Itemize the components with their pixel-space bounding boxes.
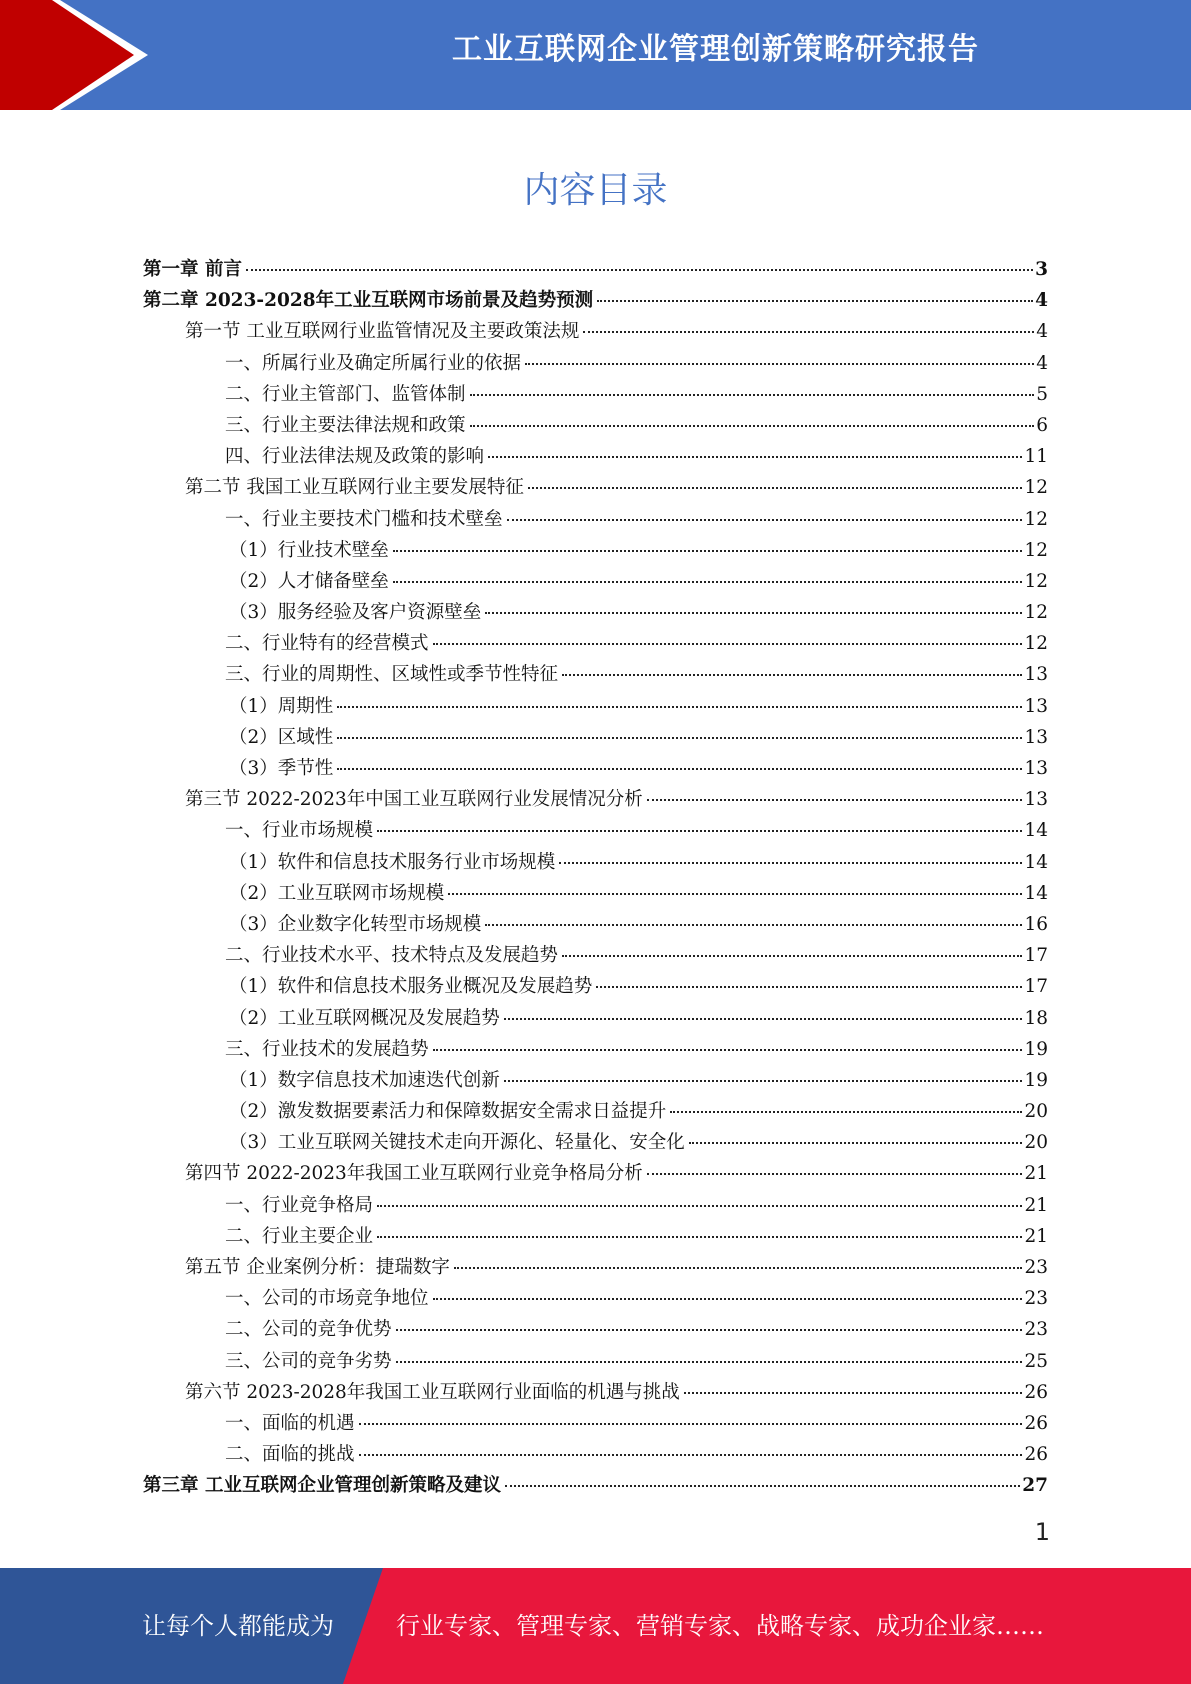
toc-entry[interactable] <box>143 878 1048 909</box>
toc-leader-dots <box>393 581 1023 583</box>
toc-entry[interactable] <box>143 1346 1048 1377</box>
toc-entry[interactable] <box>143 940 1048 971</box>
toc-entry[interactable] <box>143 410 1048 441</box>
toc-leader-dots <box>670 1111 1022 1113</box>
toc-entry[interactable] <box>143 691 1048 722</box>
toc-leader-dots <box>359 1454 1023 1456</box>
toc-entry[interactable] <box>143 1190 1048 1221</box>
toc-entry[interactable] <box>143 1127 1048 1158</box>
toc-entry-label: 二、行业特有的经营模式 <box>225 633 429 655</box>
toc-entry-page: 12 <box>1024 570 1048 592</box>
toc-entry-label: （1）软件和信息技术服务行业市场规模 <box>229 851 556 873</box>
toc-entry-page: 18 <box>1024 1007 1048 1029</box>
toc-entry-page: 26 <box>1024 1412 1048 1434</box>
toc-entry-label: 一、所属行业及确定所属行业的依据 <box>225 352 522 374</box>
toc-entry-label: 二、行业主要企业 <box>225 1225 374 1247</box>
toc-entry-page: 4 <box>1036 352 1048 374</box>
toc-leader-dots <box>562 955 1022 957</box>
toc-entry-label: （3）企业数字化转型市场规模 <box>229 913 482 935</box>
toc-entry[interactable] <box>143 348 1048 379</box>
toc-leader-dots <box>448 893 1022 895</box>
toc-entry-label: （1）软件和信息技术服务业概况及发展趋势 <box>229 976 593 998</box>
toc-entry-page: 13 <box>1024 789 1048 811</box>
toc-entry[interactable] <box>143 1439 1048 1470</box>
table-of-contents <box>143 254 1048 1502</box>
toc-entry-page: 13 <box>1024 758 1048 779</box>
toc-entry-page: 19 <box>1024 1038 1048 1060</box>
toc-entry[interactable] <box>143 1252 1048 1283</box>
toc-entry-page: 21 <box>1024 1194 1048 1216</box>
toc-entry[interactable] <box>143 784 1048 815</box>
toc-entry-label: （2）区域性 <box>229 726 334 748</box>
toc-leader-dots <box>505 1485 1020 1487</box>
toc-entry[interactable] <box>143 1283 1048 1314</box>
toc-entry-page: 27 <box>1022 1475 1048 1497</box>
toc-leader-dots <box>433 1298 1023 1300</box>
toc-leader-dots <box>562 674 1022 676</box>
toc-entry-page: 12 <box>1024 508 1048 530</box>
toc-leader-dots <box>596 986 1022 988</box>
toc-entry-page: 14 <box>1024 851 1048 873</box>
toc-entry-label: （2）工业互联网概况及发展趋势 <box>229 1007 500 1029</box>
toc-leader-dots <box>525 363 1034 365</box>
toc-entry-label: 第三节 2022-2023年中国工业互联网行业发展情况分析 <box>185 789 643 811</box>
toc-heading: 内容目录 <box>523 170 668 211</box>
toc-entry[interactable] <box>143 1377 1048 1408</box>
toc-entry-label: 三、行业技术的发展趋势 <box>225 1038 429 1060</box>
toc-entry-page: 4 <box>1035 290 1048 312</box>
toc-leader-dots <box>337 768 1022 770</box>
toc-leader-dots <box>488 456 1022 458</box>
toc-entry-page: 12 <box>1024 602 1048 624</box>
toc-entry-page: 23 <box>1024 1288 1048 1310</box>
toc-entry-page: 5 <box>1036 383 1048 405</box>
toc-leader-dots <box>337 737 1022 739</box>
toc-leader-dots <box>246 269 1033 271</box>
toc-entry-label: （1）行业技术壁垒 <box>229 539 389 561</box>
toc-entry-page: 12 <box>1024 539 1048 561</box>
toc-entry-page: 25 <box>1024 1350 1048 1372</box>
toc-entry[interactable] <box>143 1470 1048 1501</box>
toc-entry-label: （1）数字信息技术加速迭代创新 <box>229 1069 500 1091</box>
toc-entry[interactable] <box>143 597 1048 628</box>
toc-entry[interactable] <box>143 1003 1048 1034</box>
toc-entry[interactable] <box>143 628 1048 659</box>
toc-entry-label: （3）季节性 <box>229 758 334 779</box>
toc-entry-page: 23 <box>1024 1257 1048 1278</box>
toc-entry-page: 14 <box>1024 882 1048 904</box>
toc-leader-dots <box>528 487 1023 489</box>
toc-leader-dots <box>504 1080 1023 1082</box>
toc-entry-label: 一、面临的机遇 <box>225 1412 355 1434</box>
toc-entry-page: 17 <box>1024 976 1048 998</box>
footer-band <box>0 1568 1191 1684</box>
toc-leader-dots <box>485 612 1022 614</box>
toc-entry-page: 23 <box>1024 1319 1048 1341</box>
toc-leader-dots <box>583 331 1034 333</box>
toc-entry-label: 第四节 2022-2023年我国工业互联网行业竞争格局分析 <box>185 1163 643 1185</box>
toc-entry-label: 三、行业的周期性、区域性或季节性特征 <box>225 664 559 686</box>
report-title: 工业互联网企业管理创新策略研究报告 <box>452 32 979 67</box>
toc-entry-label: （3）服务经验及客户资源壁垒 <box>229 602 482 624</box>
toc-entry[interactable] <box>143 815 1048 846</box>
toc-leader-dots <box>377 1236 1022 1238</box>
toc-entry[interactable] <box>143 316 1048 347</box>
toc-leader-dots <box>684 1392 1023 1394</box>
footer-slogan-right: 行业专家、管理专家、营销专家、战略专家、成功企业家…… <box>396 1612 1044 1640</box>
toc-entry-label: 二、行业技术水平、技术特点及发展趋势 <box>225 945 559 967</box>
toc-entry-page: 12 <box>1024 633 1048 655</box>
toc-entry[interactable] <box>143 1096 1048 1127</box>
toc-leader-dots <box>377 830 1022 832</box>
toc-entry-label: 第五节 企业案例分析：捷瑞数字 <box>185 1257 450 1278</box>
toc-entry[interactable] <box>143 1314 1048 1345</box>
toc-leader-dots <box>470 425 1035 427</box>
toc-entry-label: （3）工业互联网关键技术走向开源化、轻量化、安全化 <box>229 1132 685 1154</box>
toc-entry-label: 二、公司的竞争优势 <box>225 1319 392 1341</box>
toc-entry[interactable] <box>143 254 1048 285</box>
toc-entry-label: 一、行业主要技术门槛和技术壁垒 <box>225 508 503 530</box>
page-number: 1 <box>1034 1518 1050 1546</box>
toc-entry[interactable] <box>143 535 1048 566</box>
toc-entry-page: 12 <box>1024 477 1048 499</box>
toc-entry-label: （2）工业互联网市场规模 <box>229 882 445 904</box>
toc-entry[interactable] <box>143 379 1048 410</box>
toc-entry-page: 6 <box>1036 414 1048 436</box>
toc-leader-dots <box>647 799 1023 801</box>
toc-entry-page: 4 <box>1036 321 1048 343</box>
toc-leader-dots <box>507 519 1023 521</box>
toc-leader-dots <box>377 1205 1022 1207</box>
toc-entry[interactable] <box>143 1408 1048 1439</box>
toc-entry[interactable] <box>143 753 1048 784</box>
toc-entry-label: 第二章 2023-2028年工业互联网市场前景及趋势预测 <box>143 290 594 312</box>
toc-entry[interactable] <box>143 441 1048 472</box>
toc-entry-page: 26 <box>1024 1444 1048 1466</box>
toc-leader-dots <box>393 550 1023 552</box>
toc-entry-page: 13 <box>1024 726 1048 748</box>
toc-entry-page: 13 <box>1024 664 1048 686</box>
toc-entry-page: 21 <box>1024 1225 1048 1247</box>
toc-entry-label: 第一节 工业互联网行业监管情况及主要政策法规 <box>185 321 580 343</box>
toc-entry-label: （2）人才储备壁垒 <box>229 570 389 592</box>
toc-entry[interactable] <box>143 909 1048 940</box>
toc-entry[interactable] <box>143 1158 1048 1189</box>
toc-entry-page: 19 <box>1024 1069 1048 1091</box>
toc-entry[interactable] <box>143 722 1048 753</box>
toc-entry-page: 3 <box>1035 259 1048 280</box>
toc-entry[interactable] <box>143 566 1048 597</box>
toc-entry-label: 四、行业法律法规及政策的影响 <box>225 446 485 468</box>
toc-entry-page: 11 <box>1024 446 1048 468</box>
toc-entry-label: 一、行业竞争格局 <box>225 1194 374 1216</box>
toc-leader-dots <box>485 924 1022 926</box>
toc-leader-dots <box>470 394 1035 396</box>
toc-entry-label: 三、行业主要法律法规和政策 <box>225 414 466 436</box>
toc-leader-dots <box>559 862 1022 864</box>
toc-entry-label: 一、公司的市场竞争地位 <box>225 1288 429 1310</box>
toc-entry[interactable] <box>143 971 1048 1002</box>
toc-leader-dots <box>396 1361 1023 1363</box>
toc-entry[interactable] <box>143 472 1048 503</box>
toc-leader-dots <box>504 1018 1023 1020</box>
toc-entry-label: （1）周期性 <box>229 695 334 717</box>
toc-entry-page: 16 <box>1024 913 1048 935</box>
toc-leader-dots <box>647 1173 1023 1175</box>
toc-entry[interactable] <box>143 285 1048 316</box>
toc-entry-label: 三、公司的竞争劣势 <box>225 1350 392 1372</box>
toc-entry-label: 二、行业主管部门、监管体制 <box>225 383 466 405</box>
toc-entry-label: 第一章 前言 <box>143 259 242 280</box>
toc-leader-dots <box>359 1423 1023 1425</box>
toc-entry-label: 一、行业市场规模 <box>225 820 374 842</box>
toc-entry[interactable] <box>143 1221 1048 1252</box>
toc-entry-page: 20 <box>1024 1101 1048 1123</box>
toc-entry-page: 20 <box>1024 1132 1048 1154</box>
toc-leader-dots <box>433 1049 1023 1051</box>
toc-entry-page: 26 <box>1024 1381 1048 1403</box>
toc-leader-dots <box>433 643 1023 645</box>
toc-entry-label: （2）激发数据要素活力和保障数据安全需求日益提升 <box>229 1101 667 1123</box>
toc-entry-page: 17 <box>1024 945 1048 967</box>
toc-entry[interactable] <box>143 504 1048 535</box>
header-band <box>0 0 1191 110</box>
footer-slogan-left: 让每个人都能成为 <box>142 1612 334 1640</box>
toc-entry-label: 第六节 2023-2028年我国工业互联网行业面临的机遇与挑战 <box>185 1381 680 1403</box>
toc-entry[interactable] <box>143 659 1048 690</box>
toc-leader-dots <box>396 1329 1023 1331</box>
toc-leader-dots <box>689 1142 1023 1144</box>
toc-entry-page: 14 <box>1024 820 1048 842</box>
toc-leader-dots <box>337 706 1022 708</box>
toc-entry-label: 第三章 工业互联网企业管理创新策略及建议 <box>143 1475 501 1497</box>
toc-leader-dots <box>454 1267 1023 1269</box>
toc-entry[interactable] <box>143 1065 1048 1096</box>
toc-entry-label: 第二节 我国工业互联网行业主要发展特征 <box>185 477 524 499</box>
toc-entry[interactable] <box>143 1034 1048 1065</box>
toc-entry-page: 13 <box>1024 695 1048 717</box>
toc-leader-dots <box>597 300 1033 302</box>
toc-entry[interactable] <box>143 847 1048 878</box>
toc-entry-label: 二、面临的挑战 <box>225 1444 355 1466</box>
toc-entry-page: 21 <box>1024 1163 1048 1185</box>
